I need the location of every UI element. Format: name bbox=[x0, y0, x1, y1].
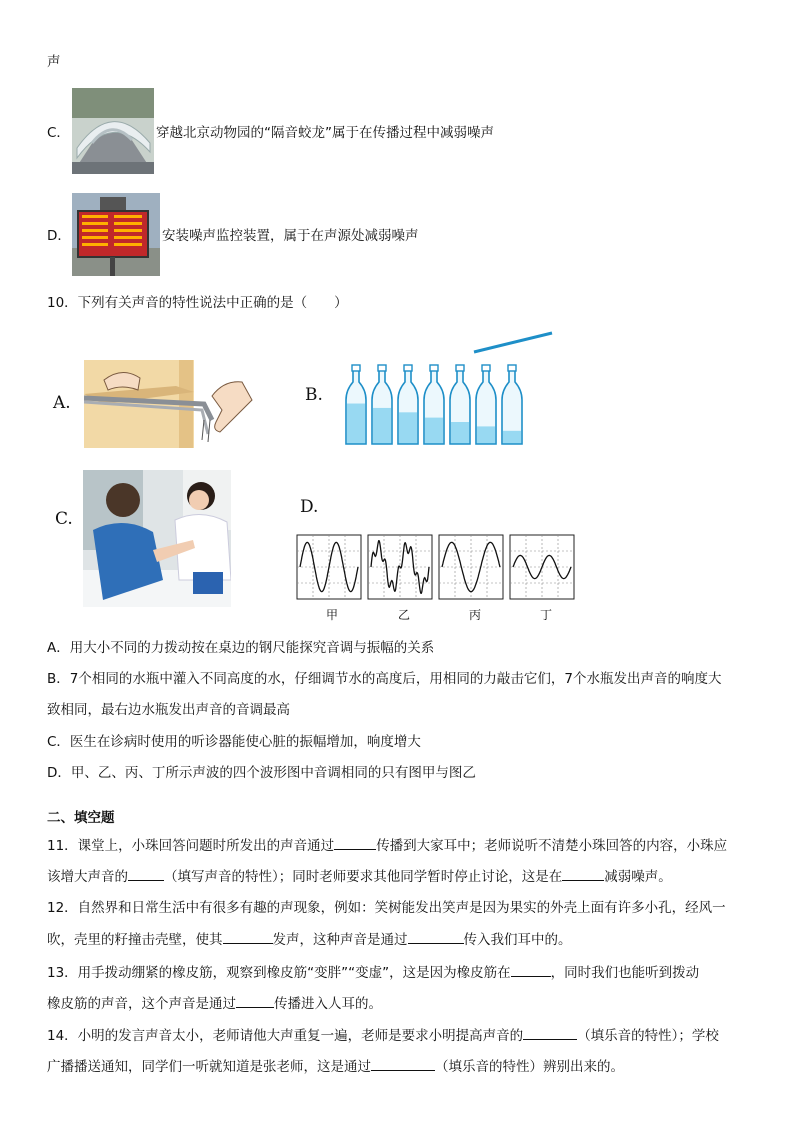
q10-option-b-line1: B．7个相同的水瓶中灌入不同高度的水，仔细调节水的高度后，用相同的力敲击它们，7个水瓶发出声音的响度大 bbox=[47, 671, 722, 687]
q11-text-5: 减弱噪声。 bbox=[604, 869, 672, 885]
q14-line1 bbox=[47, 1025, 719, 1046]
q14-line2 bbox=[47, 1056, 624, 1077]
waveform-ding bbox=[510, 535, 574, 599]
q9-option-d-text: 安装噪声监控装置，属于在声源处减弱噪声 bbox=[162, 228, 419, 244]
doctor-stethoscope-photo bbox=[83, 470, 231, 607]
water-bottles-figure bbox=[340, 330, 555, 448]
q11-blank-3[interactable] bbox=[562, 866, 604, 881]
q14-text-2: （填乐音的特性）；学校 bbox=[577, 1028, 719, 1044]
section-heading: 二、填空题 bbox=[47, 810, 115, 826]
q9-option-c-text: 穿越北京动物园的“隔音蛟龙”属于在传播过程中减弱噪声 bbox=[156, 125, 494, 141]
ruler-on-table-figure bbox=[84, 360, 254, 448]
waveform-figures bbox=[295, 533, 580, 603]
noise-monitor-photo bbox=[72, 193, 160, 276]
water-bottle bbox=[424, 365, 444, 444]
q14-text-4: （填乐音的特性）辨别出来的。 bbox=[435, 1059, 624, 1075]
q11-line1 bbox=[47, 835, 727, 856]
q11-text-1: 11．课堂上，小珠回答问题时所发出的声音通过 bbox=[47, 838, 335, 854]
q12-text-3: 传入我们耳中的。 bbox=[463, 932, 572, 948]
q10-option-c: C．医生在诊病时使用的听诊器能使心脏的振幅增加，响度增大 bbox=[47, 734, 421, 750]
q10-option-d: D．甲、乙、丙、丁所示声波的四个波形图中音调相同的只有图甲与图乙 bbox=[47, 765, 476, 781]
q12-text-1: 吹，壳里的籽撞击壳壁，使其 bbox=[47, 932, 223, 948]
q11-text-3: 该增大声音的 bbox=[47, 869, 128, 885]
q14-blank-2[interactable] bbox=[371, 1056, 435, 1071]
striking-stick bbox=[474, 333, 552, 352]
q11-line2 bbox=[47, 866, 672, 887]
water-bottle bbox=[398, 365, 418, 444]
q13-text-4: 传播进入人耳的。 bbox=[274, 996, 382, 1012]
sound-barrier-tunnel-photo bbox=[72, 88, 154, 174]
q14-text-1: 14．小明的发言声音太小，老师请他大声重复一遍，老师是要求小明提高声音的 bbox=[47, 1028, 524, 1044]
q13-blank-2[interactable] bbox=[236, 993, 274, 1008]
q13-line1 bbox=[47, 962, 699, 983]
q13-text-1: 13．用手拨动绷紧的橡皮筋，观察到橡皮筋“变胖”“变虚”，这是因为橡皮筋在 bbox=[47, 965, 511, 981]
q10-option-a: A．用大小不同的力拨动按在桌边的钢尺能探究音调与振幅的关系 bbox=[47, 640, 435, 656]
q11-text-4: （填写声音的特性）；同时老师要求其他同学暂时停止讨论，这是在 bbox=[164, 869, 563, 885]
q12-blank-2[interactable] bbox=[408, 929, 464, 944]
water-bottle bbox=[450, 365, 470, 444]
q10-stem: 10．下列有关声音的特性说法中正确的是（ ） bbox=[47, 295, 348, 311]
q11-text-2: 传播到大家耳中；老师说听不清楚小珠回答的内容，小珠应 bbox=[376, 838, 728, 854]
q9-option-d-label: D． bbox=[47, 228, 71, 244]
q12-line1: 12．自然界和日常生活中有很多有趣的声现象，例如：笑树能发出笑声是因为果实的外壳上面有许多小孔，经风一 bbox=[47, 900, 726, 916]
q12-line2 bbox=[47, 929, 572, 950]
q13-blank-1[interactable] bbox=[511, 962, 551, 977]
figure-d-label: D. bbox=[300, 497, 319, 517]
water-bottle bbox=[346, 365, 366, 444]
wave-label-jia: 甲 bbox=[326, 608, 339, 622]
wave-label-yi: 乙 bbox=[398, 608, 411, 622]
figure-c-label: C. bbox=[55, 509, 73, 529]
water-bottle bbox=[502, 365, 522, 444]
q13-line2 bbox=[47, 993, 382, 1014]
q12-blank-1[interactable] bbox=[223, 929, 273, 944]
wave-label-ding: 丁 bbox=[540, 608, 553, 622]
figure-a-label: A. bbox=[53, 393, 71, 413]
q10-option-b-line2: 致相同，最右边水瓶发出声音的音调最高 bbox=[47, 702, 290, 718]
q13-text-3: 橡皮筋的声音，这个声音是通过 bbox=[47, 996, 236, 1012]
water-bottle bbox=[372, 365, 392, 444]
waveform-jia bbox=[297, 535, 361, 599]
wave-label-bing: 丙 bbox=[469, 608, 482, 622]
q12-text-2: 发声，这种声音是通过 bbox=[272, 932, 408, 948]
q9-option-c-label: C． bbox=[47, 125, 70, 141]
waveform-bing bbox=[439, 535, 503, 599]
q9-tail: 声 bbox=[47, 54, 61, 70]
waveform-yi bbox=[368, 535, 432, 599]
q14-text-3: 广播播送通知，同学们一听就知道是张老师，这是通过 bbox=[47, 1059, 371, 1075]
figure-b-label: B. bbox=[305, 385, 323, 405]
water-bottle bbox=[476, 365, 496, 444]
q14-blank-1[interactable] bbox=[523, 1025, 577, 1040]
q13-text-2: ，同时我们也能听到拨动 bbox=[550, 965, 700, 981]
q11-blank-1[interactable] bbox=[334, 835, 376, 850]
q11-blank-2[interactable] bbox=[128, 866, 164, 881]
